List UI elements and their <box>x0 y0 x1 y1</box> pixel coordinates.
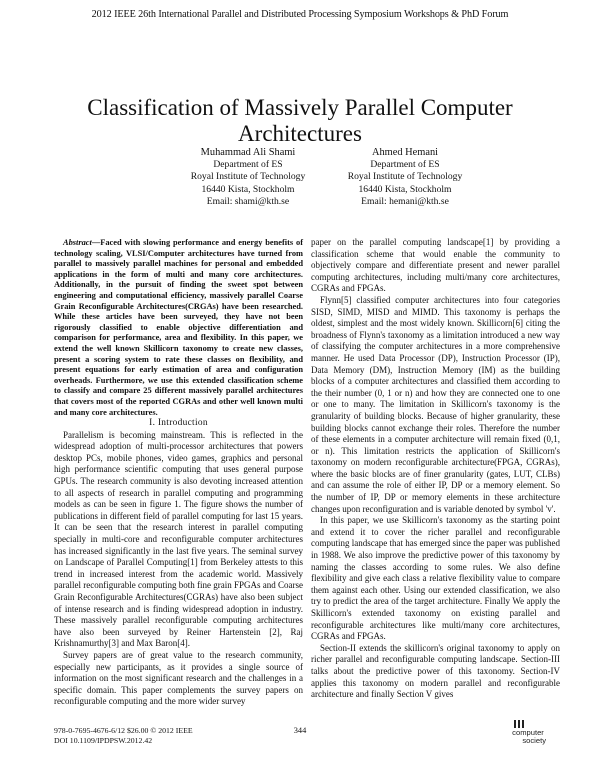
body-paragraph: Flynn[5] classified computer architectures into four categories SISD, SIMD, MISD and MIMD. This taxonomy is perhaps the oldest, simplest and the most widely known. Skillicorn[6] citing the broadness of Flynn's taxonomy as a limitation introduced a new way of classifying the computer architectures in a more comprehensive manner. He used Data Processor (DP), Instruction Processor (IP), Data Memory (DM), Instruction Memory (IM) as the building blocks of a computer architectures and classified them according to the their number (0, 1 or n) and how they are connected one to one or one to many. The limitation in Skillicorn's taxonomy is the granularity of building blocks. Because of higher granularity, these building blocks cannot exchange their roles. Therefore the number of these elements in a computer architecture will remain fixed (0,1, or n). This limitation restricts the application of Skillicorn's taxonomy on modern reconfigurable architecture(FPGA, CGRAs), where the basic blocks are of finer granularity (gates, LUT, CLBs) and can assume the role of either IP, DP or a memory element. So the number of IP, DP or memory elements in these architecture changes upon reconfiguration and is variable denoted by symbol 'v'. <box>311 294 560 514</box>
author-name: Muhammad Ali Shami <box>200 147 296 158</box>
author-department: Department of ES <box>370 159 440 171</box>
abstract-label: Abstract <box>63 238 92 247</box>
section-heading: I. Introduction <box>149 418 208 429</box>
logo-text <box>508 729 548 745</box>
author-address: 16440 Kista, Stockholm <box>358 183 452 195</box>
body-paragraph: Survey papers are of great value to the research community, especially new participants, as it provides a single source of information on the most significant research and the challenges in a specific domain. This paper complements the survey papers on reconfigurable computing and the more wider survey <box>54 649 303 707</box>
logo-mark-icon <box>514 720 524 728</box>
author-institute: Royal Institute of Technology <box>190 171 306 183</box>
author-name: Ahmed Hemani <box>371 147 439 158</box>
author-email: Email: hemani@kth.se <box>361 195 449 207</box>
page-number: 344 <box>293 726 307 735</box>
body-paragraph: Parallelism is becoming mainstream. This is reflected in the widespread adoption of multi-processor architectures that powers desktop PCs, mobile phones, video games, graphics and personal high performance scientific computing that uses general purpose GPUs. The research community is also devoting increased attention to all aspects of research in parallel computing and programming models as can be seen in figure 1. The figure shows the number of publications in different field of parallel computing for last 15 years. It can be seen that the research interest in parallel computing specially in multi-core and reconfigurable computer architectures has increased significantly in the last five years. The seminal survey on Landscape of Parallel Computing[1] from Berkeley attests to this trend in increased interest from the academic world. Massively parallel reconfigurable computing both fine grain FPGAs and Coarse Grain Reconfigurable Architectures(CGRAs) have also been subject of intense research and is finding widespread adoption in industry. These massively parallel reconfigurable computing architectures have also been surveyed by Reiner Hartenstein [2], Raj Krishnamurthy[3] and Max Baron[4]. <box>54 429 303 649</box>
author-institute: Royal Institute of Technology <box>347 171 463 183</box>
author-address: 16440 Kista, Stockholm <box>201 183 295 195</box>
footer-doi: DOI 10.1109/IPDPSW.2012.42 <box>54 735 153 745</box>
body-paragraph: Section-II extends the skillicorn's original taxonomy to apply on richer parallel and reconfigurable computing landscape. Section-III talks about the predictive power of this taxonomy. Section-IV applies this taxonomy on modern parallel and reconfigurable architecture and finally Section V gives <box>311 642 560 700</box>
logo-line-2: society <box>522 736 546 745</box>
author-department: Department of ES <box>213 159 283 171</box>
right-column <box>311 237 560 701</box>
footer-isbn: 978-0-7695-4676-6/12 $26.00 © 2012 IEEE <box>54 726 193 735</box>
body-paragraph: paper on the parallel computing landscape[1] by providing a classification scheme that would enable the community to objectively compare and differentiate present and newer parallel computing architectures, including multi/many core architectures, CGRAs and FPGAs. <box>311 237 560 294</box>
logo-line-1: computer <box>512 728 544 737</box>
computer-society-logo <box>500 719 560 751</box>
left-column <box>54 238 303 708</box>
abstract-text: —Faced with slowing performance and energy benefits of technology scaling, VLSI/Computer architectures have turned from parallel to massively parallel machines for personal and embedded applications in the form of multi and many core architectures. Additionally, in the pursuit of finding the sweet spot between engineering and computational efficiency, massively parallel Coarse Grain Reconfigurable Architectures(CRGAs) have been researched. While these articles have been surveyed, they have not been rigorously classified to enable objective differentiation and comparison for performance, area and flexibility. In this paper, we extend the well known Skillicorn taxonomy to create new classes, present a scoring system to rate these classes on flexibility, and present equations for early estimation of area and configuration overheads. Furthermore, we use this extended classification scheme to classify and compare 25 different massively parallel architectures that covers most of the reported CGRAs and other well known multi and many core architectures. <box>54 238 303 417</box>
author-email: Email: shami@kth.se <box>206 195 290 207</box>
paper-title: Classification of Massively Parallel Computer Architectures <box>87 95 513 147</box>
author-block <box>305 147 505 208</box>
conference-header: 2012 IEEE 26th International Parallel and Distributed Processing Symposium Workshops & PhD Forum <box>91 9 509 20</box>
abstract <box>54 238 303 418</box>
body-paragraph: In this paper, we use Skillicorn's taxonomy as the starting point and extend it to cover the richer parallel and reconfigurable computing landscape that has emerged since the paper was published in 1988. We also improve the predictive power of this taxonomy by naming the classes according to some rules. We also define flexibility and give each class a relative flexibility value to compare them against each other. Using our extended classification, we also try to predict the area of the target architecture. Finally We apply the Skillicorn's extended taxonomy on existing parallel and reconfigurable architectures like multi/many core architectures, CGRAs and FPGAs. <box>311 515 561 642</box>
